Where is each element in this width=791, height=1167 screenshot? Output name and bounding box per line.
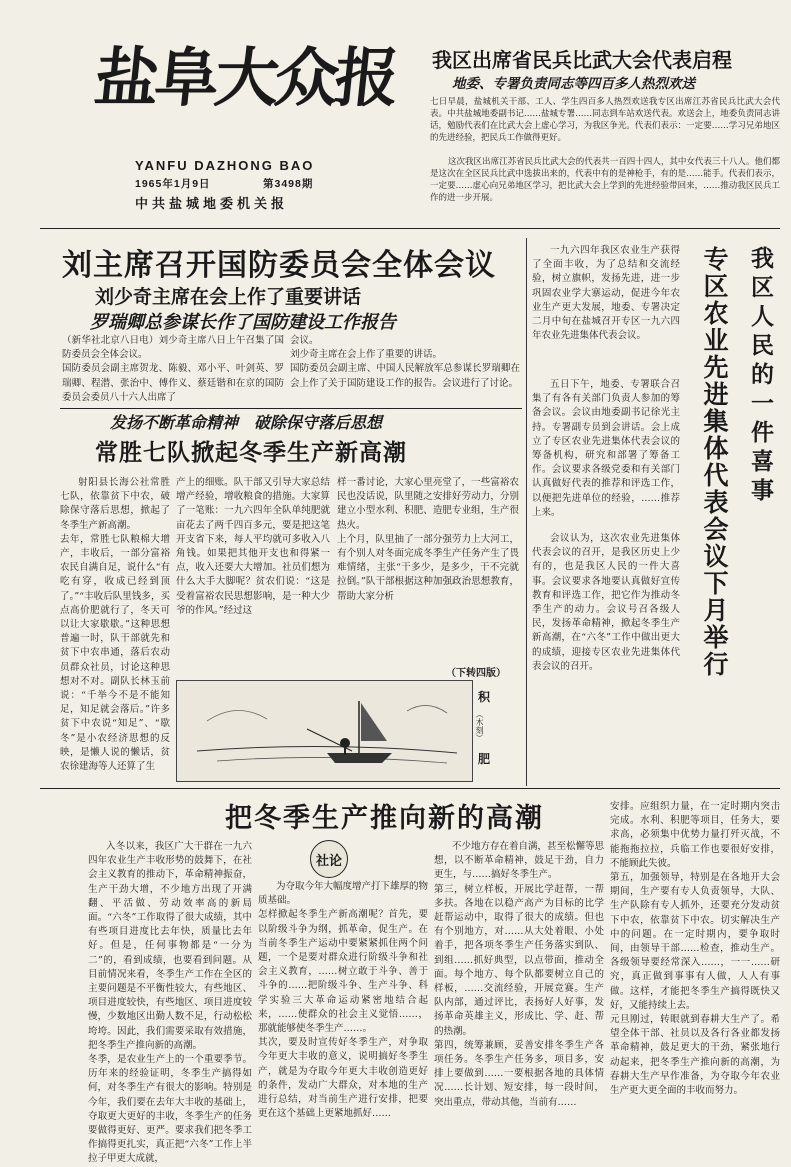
- main-headline: 刘主席召开国防委员会全体会议: [62, 248, 496, 283]
- changsheng-kicker: 发扬不断革命精神 破除保守落后思想: [110, 413, 383, 432]
- top-right-headline: 我区出席省民兵比武大会代表启程: [432, 48, 732, 72]
- editorial-badge: 社论: [310, 840, 348, 878]
- right-col-body-2: 五日下午，地委、专署联合召集了有各有关部门负责人参加的筹备会议。会议由地委副书记徐光主持。专署副专员到会讲话。会上成立了专区农业先进集体代表会议的筹备机构，研究和部署了筹备工作。会议要求各级党委和有关部门认真做好代表的推荐和评选工作，以便把先进单位的经验，……推荐上来。: [532, 379, 680, 518]
- woodcut-illustration: [176, 680, 473, 782]
- main-subhead-2: 罗瑞卿总参谋长作了国防建设工作报告: [90, 312, 396, 333]
- rule-under-masthead: [40, 228, 780, 229]
- masthead-organ: 中共盐城地委机关报: [135, 197, 289, 212]
- masthead-title: 盐阜大众报: [91, 41, 399, 116]
- top-right-body-2: 这次我区出席江苏省民兵比武大会的代表共一百四十四人，其中女代表三十八人。他们都是这次在全区民兵比武中选拔出来的，代表中有的是神枪手，有的是……能手。代表们表示，一定要……虚心向兄弟地区学习，把比武大会上学到的先进经验带回来，……推动我区民兵工作的进一步开展。: [430, 157, 780, 203]
- main-subhead-1: 刘少奇主席在会上作了重要讲话: [95, 286, 362, 308]
- editorial-title: 把冬季生产推向新的高潮: [225, 803, 544, 834]
- editorial-col-3: 不少地方存在着自满，甚至松懈等思想，以不断革命精神，鼓足干劲，自力更生，与……搞好冬季生产。 第三，树立样板，开展比学赶帮，一帮多扶。各地在以稳产高产为目标的比学赶帮运动中，取得了很大的成绩。但也有个别地方，对……从大处着眼、小处着手，把各项冬季生产任务落实到队、到组……抓好典型，以点带面，推动全面。每个地方、每个队都要树立自己的样板，……交流经验，开展竞赛。生产队内部，通过评比，表扬好人好事，发扬革命英雄主义，形成比、学、赶、帮的热潮。 第四，统筹兼顾，妥善安排冬季生产各项任务。冬季生产任务多，项目多，安排上要做到……一要根据各地的具体情况……长计划、短安排，每一段时间，突出重点，带动其他，当前有……: [434, 841, 605, 1108]
- top-right-subhead: 地委、专署负责同志等四百多人热烈欢送: [452, 76, 695, 92]
- changsheng-col-2: 产上的细账。队干部又引导大家总结增产经验，增收粮食的措施。大家算了一笔账：一九六四年全队单纯肥就亩花去了两千四百多元，要是把这笔开支省下来，每人平均就可多收入八角钱。如果把其他开支也和得紧一点，收入还要大大增加。社员们想为什么大手大脚呢？贫农们说：“这是受着富裕农民思想影响，是一种大少爷的作风。”经过这: [176, 477, 330, 616]
- changsheng-col-1: 射阳县长海公社常胜七队，依靠贫下中农，破除保守落后思想，掀起了冬季生产新高潮。 去年，常胜七队粮棉大增产，丰收后，一部分富裕农民自满自足，说什么“有吃有穿，收成已经到顶了。”“丰收后队里钱多，买点高价肥就行了，冬天可以让大家歇歇。”这种思想普遍一时，队干部就先和贫下中农串通，落后农动员群众社员，讨论这种思想对不对。副队长林玉前说：“千举今不是不能知足，知足就会落后。”许多贫下中农说“知足”、“歇冬”是小农经济思想的反映，是懒人说的懒话，贫农徐建海等人还算了生: [60, 477, 170, 773]
- illus-artist: （木刻）: [475, 710, 484, 742]
- main-body-a: （新华社北京八日电）刘少奇主席八日上午召集了国防委员会全体会议。 国防委员会副主席贺龙、陈毅、邓小平、叶剑英、罗瑞卿、程潜、张治中、傅作义、蔡廷锴和在京的国防委员会委员八十六人出席了: [62, 335, 284, 403]
- masthead: [91, 38, 399, 218]
- editorial-col-4: 安排。应组织力量，在一定时期内突击完成。水利、积肥等项目，任务大，要求高，必须集中优势力量打歼灭战，不能拖拖拉拉，兵临工作也要很好安排，不能顾此失彼。 第五，加强领导，特别是在各地开大会期间，生产要有专人负责领导，大队、生产队除有专人抓外，还要充分发动贫下中农，依靠贫下中农。切实解决生产中的问题。在一定时期内，要争取时间，由领导干部……检查，推动生产。各级领导要经常深入……，一一……研究，真正做到事事有人做，人人有事做。这样，才能把冬季生产搞得既快又好，又能持续上去。 元旦刚过，转眼就到春耕大生产了。希望全体干部、社员以及各行各业都发扬革命精神，鼓足更大的干劲，紧张地行动起来，把冬季生产推向新的高潮，为春耕大生产早作准备，为夺取今年农业生产更大更全面的丰收而努力。: [610, 801, 780, 1097]
- rule-above-editorial: [40, 788, 780, 789]
- illus-caption-b: 肥: [478, 752, 491, 766]
- masthead-date: 1965年1月9日: [135, 178, 211, 190]
- masthead-issue: 第3498期: [263, 178, 314, 190]
- editorial-col-1: 入冬以来，我区广大干群在一九六四年农业生产丰收形势的鼓舞下，在社会主义教育的推动下，革命精神振奋，生产干劲大增，不少地方出现了开满翻、平活做、劳动效率高的新局面。“六冬”工作取得了很大成绩，其中有些项目进度比去年快，质量比去年好。但是，任何事物都是“一分为二”的，看到成绩，也要看到问题。从目前情况来看，冬季生产工作在全区的主要问题是不平衡性较大，有些地区、项目进度较快，有些地区、项目进度较慢，少数地区出勤人数不足，行动松松垮垮。因此，我们需要采取有效措施，把冬季生产推向新的高潮。 冬季，是农业生产上的一个重要季节。历年来的经验证明，冬季生产搞得如何，对冬季生产有很大的影响。特别是今年，我们要在去年大丰收的基础上，夺取更大更好的丰收，冬季生产的任务要做得更好、更严。要求我们把冬季工作搞得更扎实，真正把“六冬”工作上半拉子甲更大成就，: [88, 841, 252, 1165]
- right-col-body-3: 会议认为，这次农业先进集体代表会议的召开，是我区历史上少有的，也是我区人民的一件大喜事。会议要求各地要认真做好宣传教育和评选工作，把它作为推动冬季生产的动力。会议号召各级人民，发扬革命精神，掀起冬季生产新高潮，在“六冬”工作中做出更大的成绩，迎接专区农业先进集体代表会议的召开。: [532, 533, 680, 672]
- top-right-body-1: 七日早晨，盐城机关干部、工人、学生四百多人热烈欢送我专区出席江苏省民兵比武大会代表。中共盐城地委副书记……盐城专署……同志到车站欢送代表。欢送会上，地委负责同志讲话，勉励代表们在比武大会上虚心学习，为我区争光。代表们表示：一定要……学习兄弟地区的先进经验，把民兵工作做得更好。: [430, 97, 780, 143]
- main-body-b: 会议。 刘少奇主席在会上作了重要的讲话。 国防委员会副主席、中国人民解放军总参谋长罗瑞卿在会上作了关于国防建设工作的报告。会议进行了讨论。: [290, 335, 520, 389]
- masthead-pinyin: YANFU DAZHONG BAO: [135, 158, 315, 173]
- right-col-body-1: 一九六四年我区农业生产获得了全面丰收，为了总结和交流经验，树立旗帜，发扬先进，进一步巩固农业学大寨运动，促进今年农业生产更大发展，地委、专署决定二月中旬在盐城召开专区一九六四年农业先进集体代表会议。: [532, 245, 680, 342]
- right-vertical-title-b: 专区农业先进集体代表会议下月举行: [700, 246, 729, 678]
- continued-note: （下转四版）: [446, 668, 506, 679]
- right-vertical-title-a: 我区人民的一件喜事: [747, 246, 773, 507]
- changsheng-col-3: 样一番讨论，大家心里亮堂了，一些富裕农民也没话说，队里随之安排好劳动力，分别建立小型水利、积肥、造肥专业组，生产很热火。 上个月，队里抽了一部分强劳力上大河工，有个别人对冬面完成冬季生产任务产生了畏难情绪，主张“干多少，是多少，干不完就拉倒。”队干部根据这种加强政治思想教育，帮助大家分析: [337, 477, 519, 602]
- editorial-col-2: 为夺取今年大幅度增产打下雄厚的物质基础。 怎样掀起冬季生产新高潮呢？首先，要以阶级斗争为纲，抓革命，促生产。在当前冬季生产运动中要紧紧抓住两个问题，一个是要对群众进行阶级斗争和社会主义教育，……树立敢于斗争、善于斗争的……把阶级斗争、生产斗争、科学实验三大革命运动紧密地结合起来，……使群众的社会主义觉悟……，那就能够使冬季生产……。 其次，要及时宣传好冬季生产，对争取今年更大丰收的意义，说明搞好冬季生产，就是为夺取今年更大丰收创造更好的条件，发动广大群众，对本地的生产进行总结，对当前生产进行安排，把要更在这个基础上更紧地抓好……: [258, 881, 429, 1120]
- changsheng-title: 常胜七队掀起冬季生产新高潮: [95, 440, 407, 466]
- boat-scene-icon: [177, 681, 472, 781]
- illus-caption-a: 积: [478, 690, 491, 704]
- rule-right-column: [526, 238, 527, 786]
- rule-under-main: [60, 408, 522, 409]
